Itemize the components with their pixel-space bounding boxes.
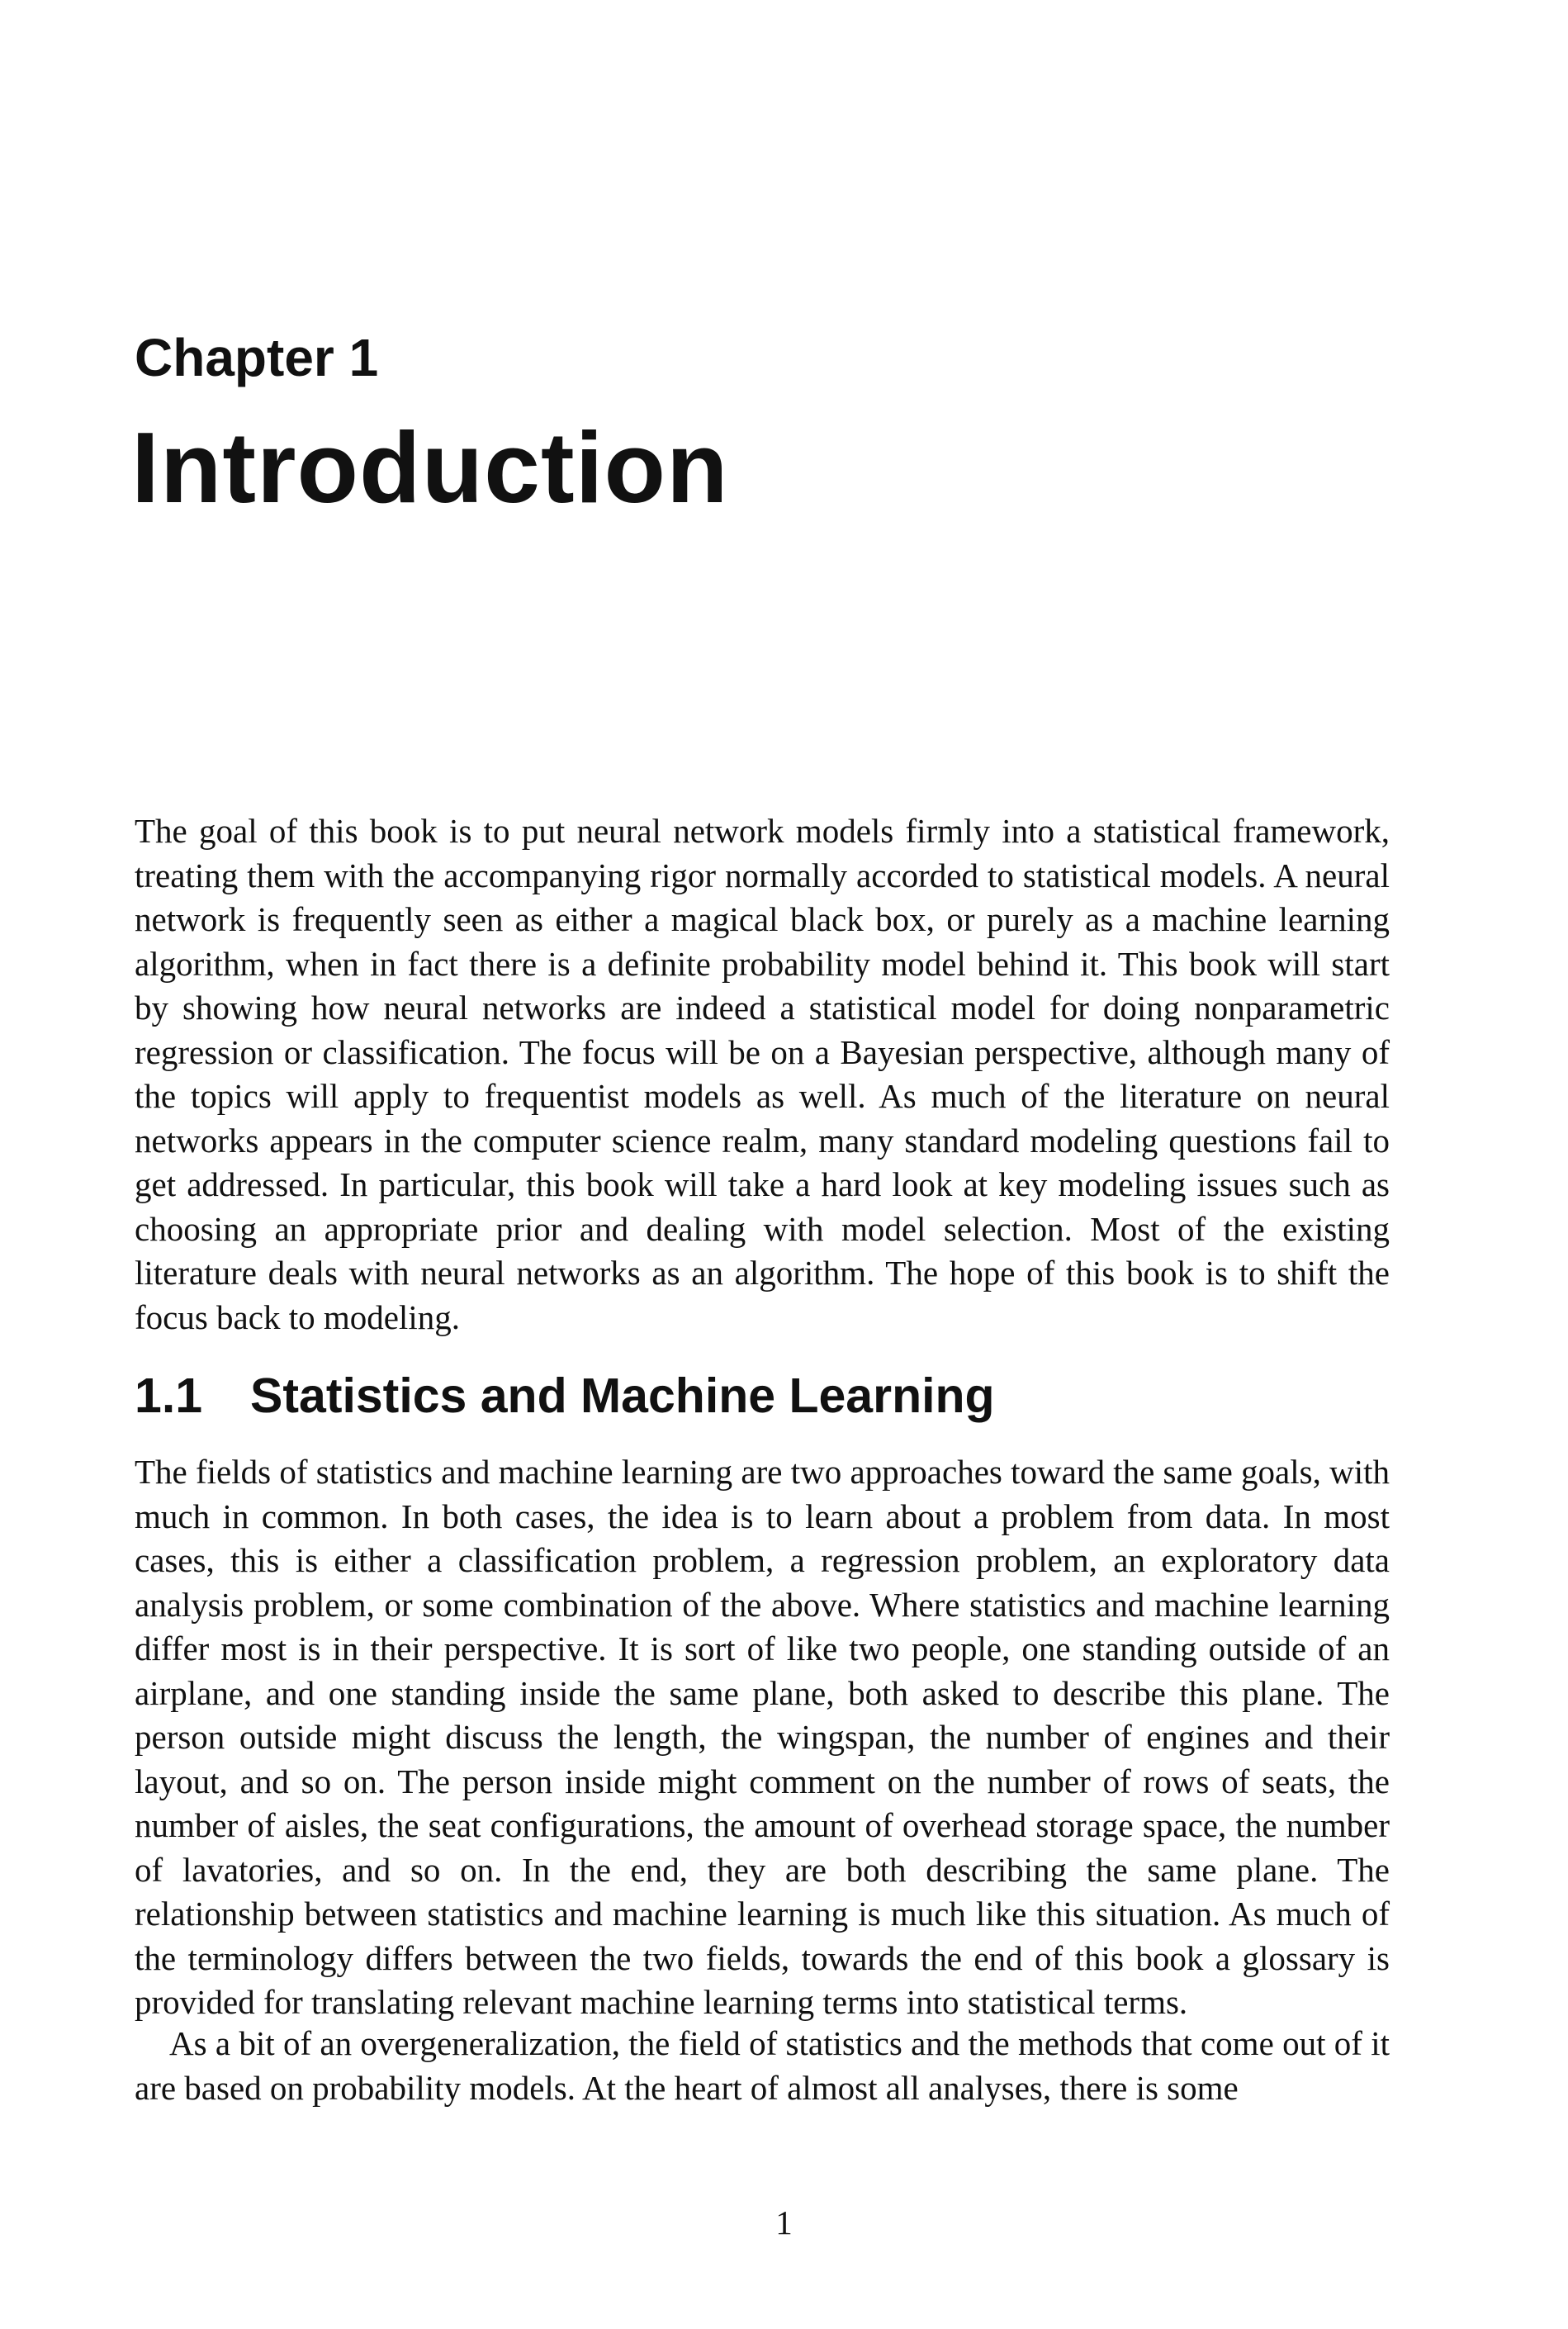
chapter-label: Chapter 1 — [135, 328, 379, 387]
section-paragraph-1: The fields of statistics and machine learning are two approaches toward the same goals, with much in common. In both cases, the idea is to learn about a problem from data. In most cases, this is either a classification problem, a regression problem, an exploratory data analysis problem, or some combination of the above. Where statistics and machine learning differ most is in their perspective. It is sort of like two people, one standing outside of an airplane, and one standing inside the same plane, both asked to describe this plane. The person outside might discuss the length, the wingspan, the number of engines and their layout, and so on. The person inside might comment on the number of rows of seats, the number of aisles, the seat configurations, the amount of overhead storage space, the number of lavatories, and so on. In the end, they are both describing the same plane. The relationship between statistics and machine learning is much like this situation. As much of the terminology differs between the two fields, towards the end of this book a glossary is provided for translating relevant machine learning terms into statistical terms. — [135, 1453, 1390, 2021]
section-number: 1.1 — [135, 1368, 203, 1423]
section-title: Statistics and Machine Learning — [250, 1368, 995, 1423]
section-heading — [135, 1364, 995, 1427]
intro-paragraph: The goal of this book is to put neural network models firmly into a statistical framework, treating them with the accompanying rigor normally accorded to statistical models. A neural network is frequently seen as either a magical black box, or purely as a machine learning algorithm, when in fact there is a definite probability model behind it. This book will start by showing how neural networks are indeed a statistical model for doing nonparametric regression or classification. The focus will be on a Bayesian perspective, although many of the topics will apply to frequentist models as well. As much of the literature on neural networks appears in the computer science realm, many standard modeling questions fail to get addressed. In particular, this book will take a hard look at key modeling issues such as choosing an appropriate prior and dealing with model selection. Most of the existing literature deals with neural networks as an algorithm. The hope of this book is to shift the focus back to modeling. — [135, 812, 1390, 1336]
page-number: 1 — [775, 2203, 793, 2241]
chapter-title: Introduction — [131, 411, 729, 524]
section-paragraph-2: As a bit of an overgeneralization, the field of statistics and the methods that come out of it are based on probability models. At the heart of almost all analyses, there is some — [135, 2024, 1390, 2107]
